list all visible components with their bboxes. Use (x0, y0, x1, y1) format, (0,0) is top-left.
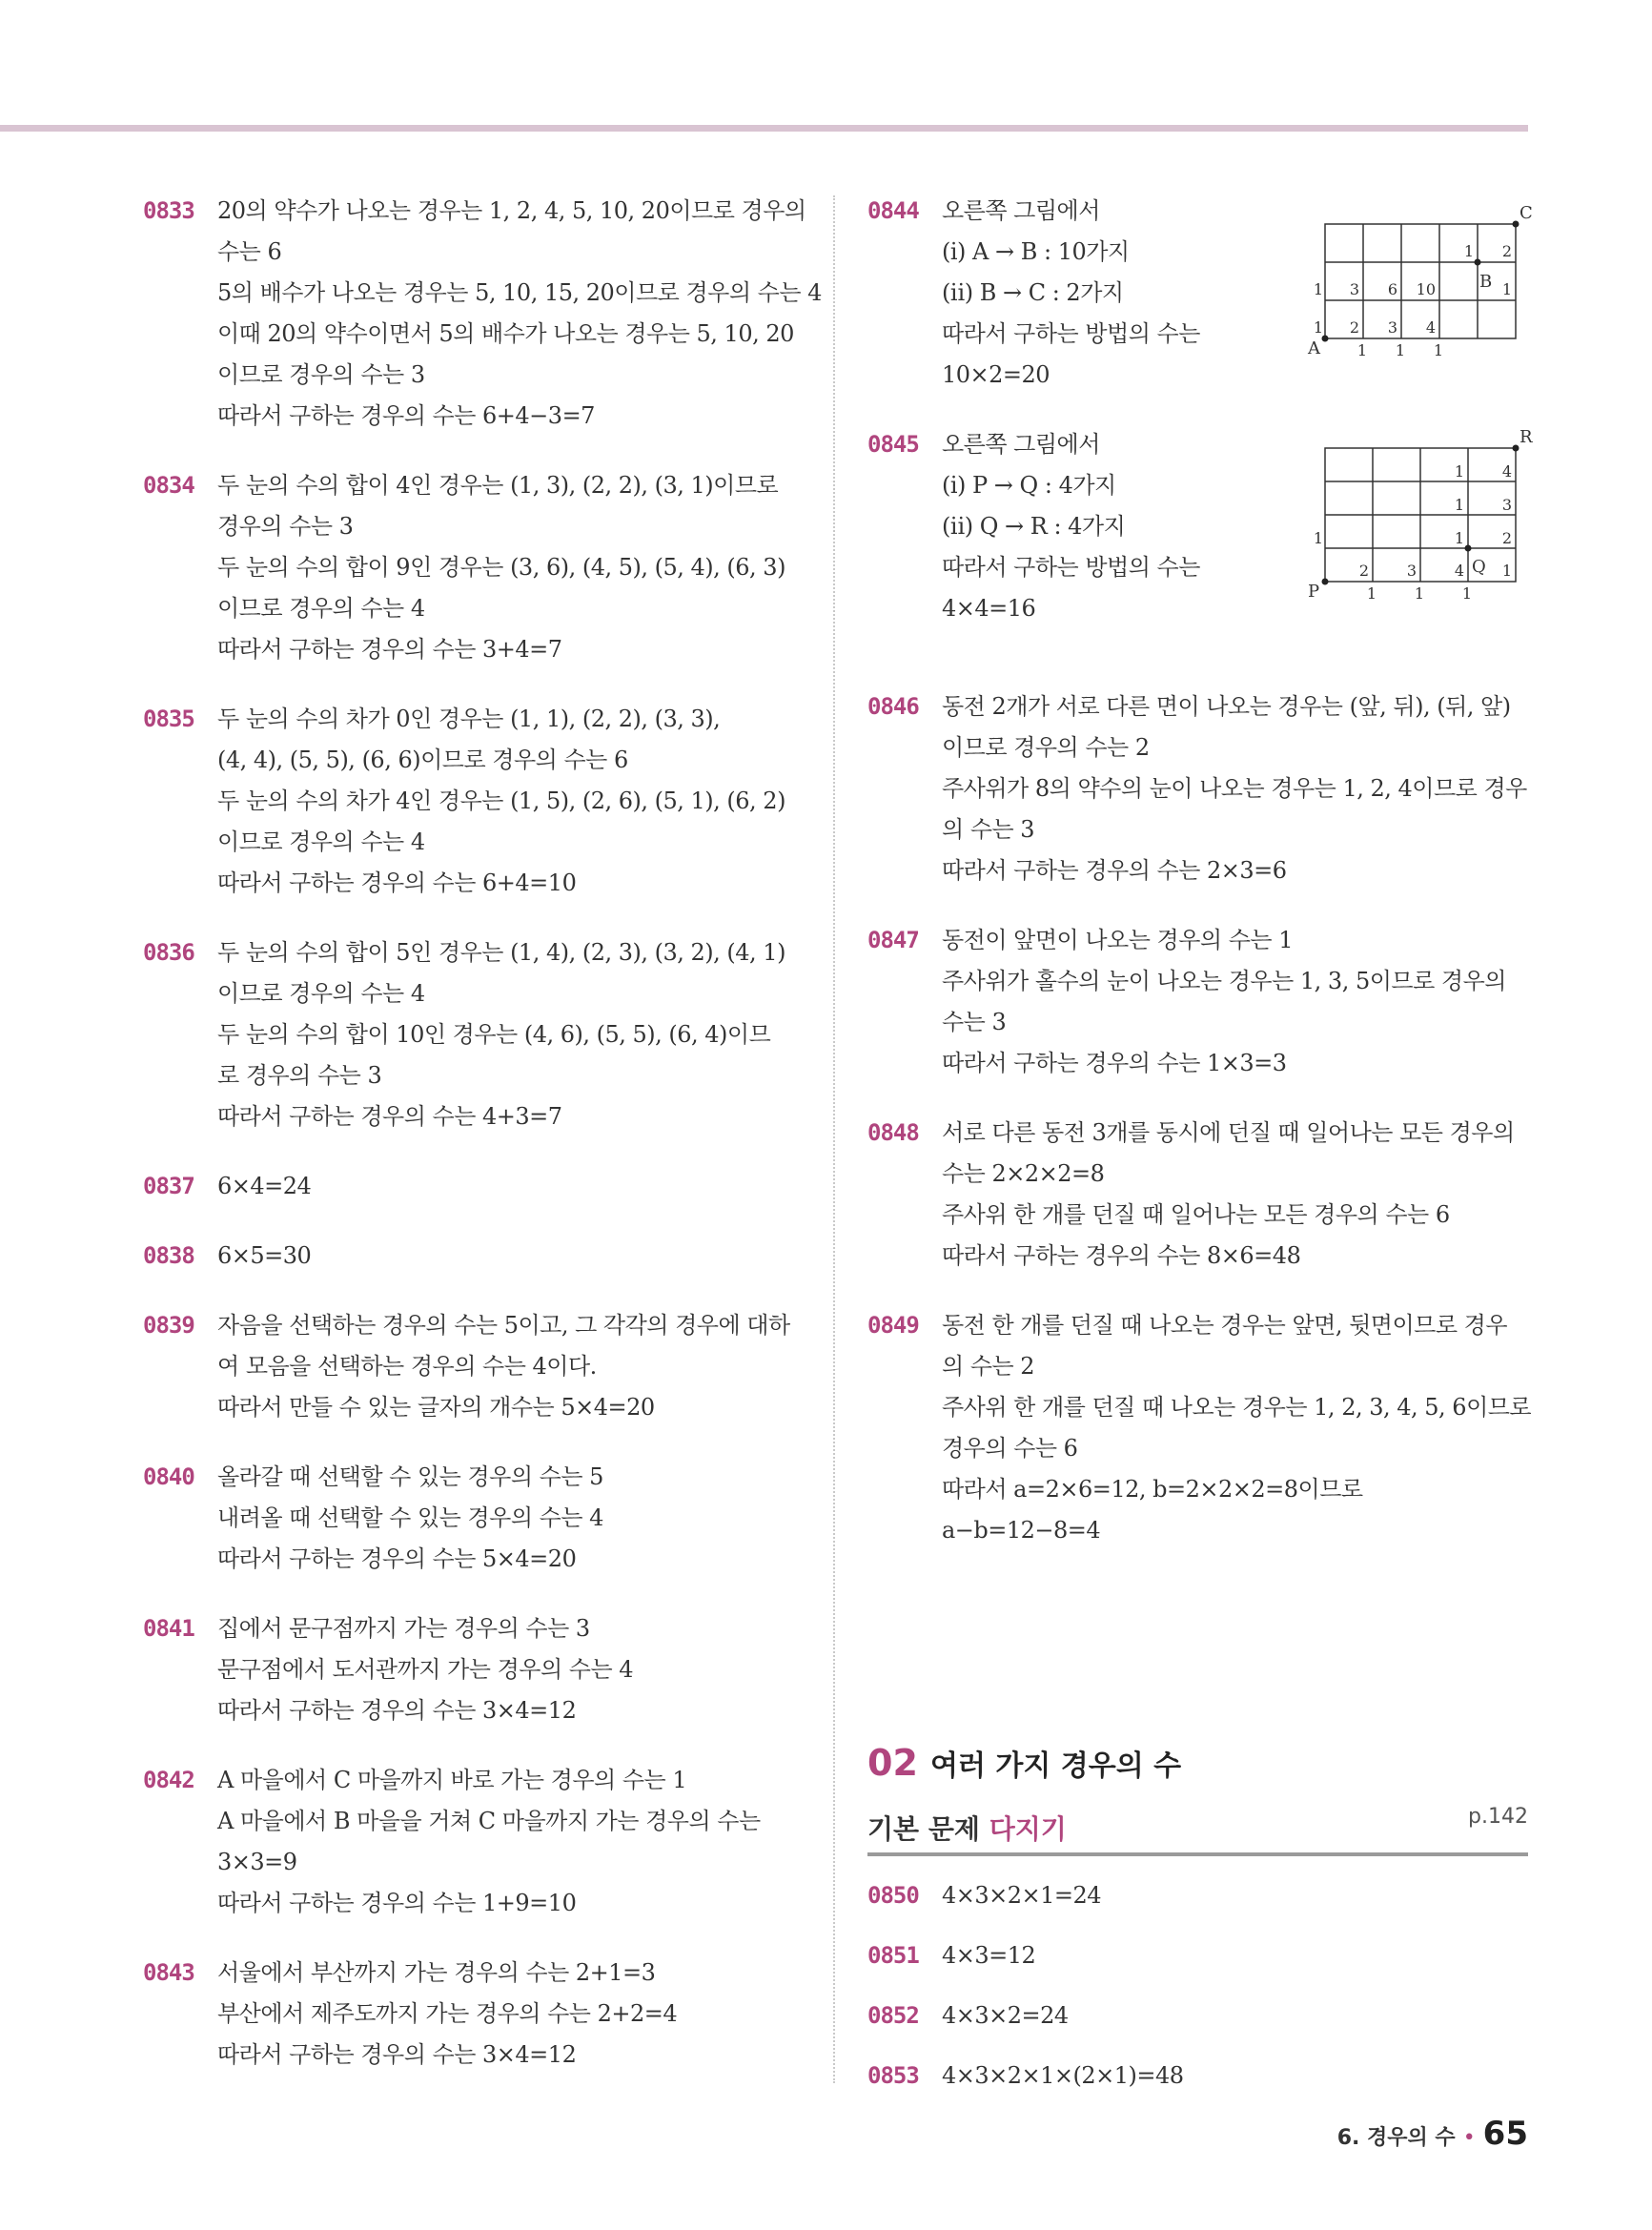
grid1-count: 1 (1395, 341, 1405, 359)
grid1-count: 6 (1387, 280, 1397, 298)
solution-line: 따라서 만들 수 있는 글자의 개수는 5×4=20 (217, 1394, 655, 1421)
grid1-count: 1 (1463, 242, 1474, 260)
problem-0851 (867, 1935, 1528, 1976)
solution-line: 의 수는 2 (942, 1353, 1035, 1380)
tab-label: 기본 문제 다지기 (867, 1813, 1067, 1845)
problem-number: 0845 (867, 431, 919, 458)
problem-0841 (143, 1608, 801, 1731)
solution-line: 두 눈의 수의 합이 10인 경우는 (4, 6), (5, 5), (6, 4)이므 (217, 1021, 771, 1048)
grid-label-p: P (1308, 582, 1320, 602)
problem-0853 (867, 2056, 1528, 2097)
solution-line: 이므로 경우의 수는 2 (942, 734, 1150, 761)
grid-figure-pqr (1296, 427, 1533, 603)
problem-number: 0837 (143, 1173, 194, 1199)
grid-label-r: R (1519, 427, 1533, 447)
problem-number: 0838 (143, 1242, 194, 1269)
grid1-count: 4 (1425, 318, 1436, 337)
solution-line: 오른쪽 그림에서 (942, 431, 1100, 458)
problem-0843 (143, 1953, 801, 2076)
grid1-count: 1 (1313, 280, 1323, 298)
grid2-count: 1 (1501, 562, 1512, 580)
grid-label-b: B (1479, 272, 1493, 292)
solution-line: 수는 3 (942, 1009, 1007, 1035)
solution-line: 이때 20의 약수이면서 5의 배수가 나오는 경우는 5, 10, 20 (217, 320, 794, 347)
grid2-count: 1 (1313, 529, 1323, 547)
chapter-label: 6. 경우의 수 (1336, 2126, 1456, 2150)
solution-line: 3×3=9 (217, 1849, 297, 1875)
solution-line: 따라서 구하는 경우의 수는 6+4=10 (217, 869, 577, 896)
top-decorative-bar (0, 125, 1528, 132)
tab-underline (867, 1852, 1528, 1856)
grid2-count: 4 (1501, 462, 1512, 481)
grid2-count: 1 (1454, 496, 1464, 514)
section-number: 02 (867, 1742, 918, 1784)
grid2-count: 1 (1461, 584, 1472, 603)
grid2-count: 3 (1406, 562, 1417, 580)
problem-number: 0851 (867, 1942, 919, 1969)
grid1-count: 1 (1501, 280, 1512, 298)
solution-line: 두 눈의 수의 차가 0인 경우는 (1, 1), (2, 2), (3, 3), (217, 706, 721, 732)
solution-line: 두 눈의 수의 합이 5인 경우는 (1, 4), (2, 3), (3, 2), (4, 1) (217, 939, 785, 966)
problem-number: 0835 (143, 706, 194, 732)
problem-0846 (867, 686, 1528, 891)
column-divider (833, 195, 835, 2083)
solution-line: (ⅱ) B → C : 2가지 (942, 279, 1124, 306)
problem-number: 0848 (867, 1119, 919, 1146)
solution-line: 올라갈 때 선택할 수 있는 경우의 수는 5 (217, 1463, 603, 1490)
problem-0836 (143, 932, 801, 1137)
solution-line: A 마을에서 C 마을까지 바로 가는 경우의 수는 1 (217, 1767, 687, 1793)
solution-line: 오른쪽 그림에서 (942, 197, 1100, 224)
solution-line: 4×3×2×1=24 (942, 1882, 1102, 1909)
problem-0839 (143, 1305, 801, 1428)
grid-label-q: Q (1472, 557, 1486, 577)
problem-number: 0843 (143, 1959, 194, 1986)
solution-line: 서울에서 부산까지 가는 경우의 수는 2+1=3 (217, 1959, 656, 1986)
problem-0849 (867, 1305, 1532, 1551)
solution-line: 여 모음을 선택하는 경우의 수는 4이다. (217, 1353, 597, 1380)
grid1-count: 2 (1501, 242, 1512, 260)
solution-line: 따라서 구하는 경우의 수는 4+3=7 (217, 1103, 562, 1130)
solution-line: 6×5=30 (217, 1242, 312, 1269)
left-column (143, 191, 822, 2104)
grid2-count: 4 (1454, 562, 1464, 580)
basic-problems-tab (867, 1799, 1528, 1856)
grid2-count: 1 (1454, 529, 1464, 547)
problem-number: 0840 (143, 1463, 194, 1490)
grid2-count: 3 (1501, 496, 1512, 514)
solution-line: (ⅰ) P → Q : 4가지 (942, 472, 1116, 499)
solution-line: (ⅰ) A → B : 10가지 (942, 238, 1130, 265)
grid2-count: 1 (1366, 584, 1377, 603)
solution-line: 4×3=12 (942, 1942, 1036, 1969)
problem-0847 (867, 920, 1528, 1084)
solution-line: 20의 약수가 나오는 경우는 1, 2, 4, 5, 10, 20이므로 경우의 (217, 197, 806, 224)
solution-line: 따라서 구하는 경우의 수는 2×3=6 (942, 857, 1287, 884)
solution-line: 동전 2개가 서로 다른 면이 나오는 경우는 (앞, 뒤), (뒤, 앞) (942, 693, 1511, 720)
solution-line: 집에서 문구점까지 가는 경우의 수는 3 (217, 1615, 590, 1642)
solution-line: 두 눈의 수의 차가 4인 경우는 (1, 5), (2, 6), (5, 1), (6, 2) (217, 788, 785, 814)
section-heading (867, 1742, 1528, 1799)
solution-line: 로 경우의 수는 3 (217, 1062, 382, 1089)
grid1-count: 3 (1387, 318, 1397, 337)
grid-figure-abc (1296, 203, 1533, 359)
solution-line: 따라서 a=2×6=12, b=2×2×2=8이므로 (942, 1476, 1363, 1503)
footer-dot: • (1462, 2126, 1476, 2150)
solution-line: 문구점에서 도서관까지 가는 경우의 수는 4 (217, 1656, 634, 1683)
solution-line: 주사위 한 개를 던질 때 나오는 경우는 1, 2, 3, 4, 5, 6이므로 (942, 1394, 1532, 1421)
grid1-count: 1 (1313, 318, 1323, 337)
solution-line: 의 수는 3 (942, 816, 1035, 843)
solution-line: 4×3×2×1×(2×1)=48 (942, 2062, 1184, 2089)
solution-line: 자음을 선택하는 경우의 수는 5이고, 그 각각의 경우에 대하 (217, 1312, 790, 1339)
solution-line: 동전 한 개를 던질 때 나오는 경우는 앞면, 뒷면이므로 경우 (942, 1312, 1508, 1339)
solution-line: 이므로 경우의 수는 4 (217, 980, 425, 1007)
grid1-count: 1 (1356, 341, 1367, 359)
page-reference: p.142 (1468, 1805, 1528, 1829)
problem-0835 (143, 699, 801, 904)
problem-number: 0853 (867, 2062, 919, 2089)
grid1-count: 1 (1433, 341, 1443, 359)
solution-line: 경우의 수는 6 (942, 1435, 1078, 1462)
grid-label-a: A (1308, 338, 1320, 358)
grid1-count: 10 (1416, 280, 1436, 298)
problem-0838 (143, 1236, 801, 1277)
problem-number: 0839 (143, 1312, 194, 1339)
solution-line: 따라서 구하는 경우의 수는 5×4=20 (217, 1545, 577, 1572)
solution-line: 부산에서 제주도까지 가는 경우의 수는 2+2=4 (217, 2000, 678, 2027)
grid2-count: 2 (1358, 562, 1369, 580)
solution-line: 따라서 구하는 경우의 수는 6+4−3=7 (217, 402, 595, 429)
solution-line: 5의 배수가 나오는 경우는 5, 10, 15, 20이므로 경우의 수는 4 (217, 279, 822, 306)
solution-line: 이므로 경우의 수는 3 (217, 361, 425, 388)
solution-line: 따라서 구하는 방법의 수는 (942, 320, 1200, 347)
page-footer (1337, 2115, 1528, 2153)
solution-line: 두 눈의 수의 합이 9인 경우는 (3, 6), (4, 5), (5, 4), (6, 3) (217, 554, 785, 581)
solution-line: 수는 6 (217, 238, 282, 265)
solution-line: 따라서 구하는 경우의 수는 1×3=3 (942, 1050, 1287, 1076)
problem-number: 0852 (867, 2002, 919, 2029)
problem-number: 0836 (143, 939, 194, 966)
problem-number: 0841 (143, 1615, 194, 1642)
problem-0840 (143, 1457, 801, 1580)
solution-line: 6×4=24 (217, 1173, 312, 1199)
problem-number: 0844 (867, 197, 919, 224)
solution-line: 따라서 구하는 방법의 수는 (942, 554, 1200, 581)
solution-line: 따라서 구하는 경우의 수는 3×4=12 (217, 2041, 577, 2068)
grid1-count: 2 (1349, 318, 1359, 337)
solution-line: 경우의 수는 3 (217, 513, 354, 540)
problem-0834 (143, 465, 801, 670)
problem-0852 (867, 1995, 1528, 2036)
problem-number: 0834 (143, 472, 194, 499)
problem-number: 0849 (867, 1312, 919, 1339)
problem-number: 0847 (867, 927, 919, 953)
solution-line: 서로 다른 동전 3개를 동시에 던질 때 일어나는 모든 경우의 (942, 1119, 1515, 1146)
solution-line: a−b=12−8=4 (942, 1517, 1101, 1544)
solution-line: 주사위 한 개를 던질 때 일어나는 모든 경우의 수는 6 (942, 1201, 1450, 1228)
problem-number: 0833 (143, 197, 194, 224)
solution-line: 주사위가 8의 약수의 눈이 나오는 경우는 1, 2, 4이므로 경우 (942, 775, 1527, 802)
solution-line: 이므로 경우의 수는 4 (217, 595, 425, 622)
solution-line: 내려올 때 선택할 수 있는 경우의 수는 4 (217, 1504, 603, 1531)
problem-number: 0850 (867, 1882, 919, 1909)
solution-line: A 마을에서 B 마을을 거쳐 C 마을까지 가는 경우의 수는 (217, 1808, 761, 1834)
problem-0833 (143, 191, 822, 437)
solution-line: 주사위가 홀수의 눈이 나오는 경우는 1, 3, 5이므로 경우의 (942, 968, 1506, 994)
grid-label-c: C (1519, 203, 1533, 223)
solution-line: 4×4=16 (942, 595, 1036, 622)
problem-0850 (867, 1875, 1528, 1916)
solution-line: 따라서 구하는 경우의 수는 3+4=7 (217, 636, 562, 663)
solution-line: (ⅱ) Q → R : 4가지 (942, 513, 1126, 540)
solution-line: 따라서 구하는 경우의 수는 1+9=10 (217, 1890, 577, 1916)
solution-line: 두 눈의 수의 합이 4인 경우는 (1, 3), (2, 2), (3, 1)이므로 (217, 472, 779, 499)
problem-0837 (143, 1166, 801, 1207)
page-number: 65 (1482, 2115, 1528, 2153)
problem-number: 0842 (143, 1767, 194, 1793)
grid1-count: 3 (1349, 280, 1359, 298)
grid2-count: 1 (1414, 584, 1424, 603)
problem-number: 0846 (867, 693, 919, 720)
problem-0842 (143, 1760, 801, 1924)
solution-line: 따라서 구하는 경우의 수는 3×4=12 (217, 1697, 577, 1724)
solution-line: (4, 4), (5, 5), (6, 6)이므로 경우의 수는 6 (217, 747, 628, 773)
section-title: 여러 가지 경우의 수 (929, 1749, 1182, 1783)
solution-line: 수는 2×2×2=8 (942, 1160, 1105, 1187)
grid2-count: 1 (1454, 462, 1464, 481)
solution-line: 10×2=20 (942, 361, 1050, 388)
solution-line: 4×3×2=24 (942, 2002, 1069, 2029)
solution-line: 따라서 구하는 경우의 수는 8×6=48 (942, 1242, 1301, 1269)
solution-line: 동전이 앞면이 나오는 경우의 수는 1 (942, 927, 1293, 953)
solution-line: 이므로 경우의 수는 4 (217, 829, 425, 855)
grid2-count: 2 (1501, 529, 1512, 547)
problem-0848 (867, 1113, 1528, 1277)
